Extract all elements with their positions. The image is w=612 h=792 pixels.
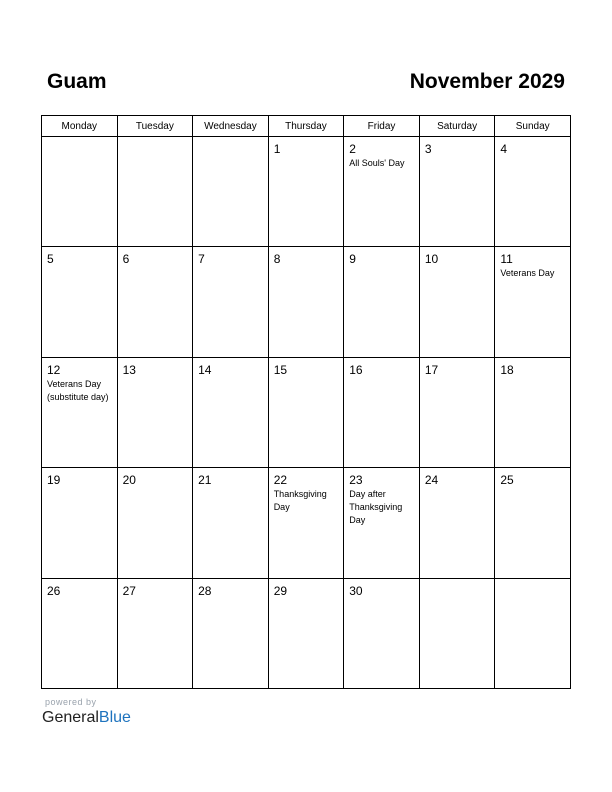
day-cell	[117, 468, 193, 578]
weekday-header: Tuesday	[117, 116, 193, 137]
day-cell	[344, 137, 420, 247]
day-cell	[268, 247, 344, 357]
day-number: 13	[122, 362, 136, 377]
day-cell	[117, 137, 193, 247]
week-row	[42, 468, 571, 578]
day-number: 8	[273, 252, 281, 267]
day-number: 29	[273, 583, 288, 598]
day-number: 28	[198, 583, 212, 598]
day-cell	[419, 137, 495, 247]
day-number: 17	[424, 362, 439, 377]
day-cell	[193, 357, 269, 467]
day-cell	[117, 578, 193, 688]
day-number: 22	[273, 473, 288, 488]
day-cell	[419, 247, 495, 357]
weekday-header: Sunday	[495, 116, 571, 137]
day-number: 24	[424, 473, 439, 488]
week-row	[42, 578, 571, 688]
day-cell	[42, 137, 118, 247]
holiday-label: Veterans Day (substitute day)	[47, 378, 109, 402]
day-cell	[42, 578, 118, 688]
day-number: 9	[349, 252, 356, 267]
day-number: 7	[198, 252, 205, 267]
day-number: 19	[47, 473, 61, 488]
powered-by-text: powered by	[45, 697, 97, 707]
day-cell	[495, 578, 571, 688]
day-number: 14	[198, 362, 212, 377]
day-cell	[344, 468, 420, 578]
week-row	[42, 357, 571, 467]
day-cell	[419, 357, 495, 467]
day-number: 26	[47, 583, 61, 598]
day-cell	[268, 137, 344, 247]
day-cell	[193, 468, 269, 578]
day-cell	[42, 357, 118, 467]
weekday-header: Thursday	[268, 116, 344, 137]
generalblue-logo[interactable]	[42, 709, 131, 727]
day-number: 1	[273, 142, 281, 156]
day-number: 4	[500, 142, 508, 156]
day-cell	[117, 357, 193, 467]
day-cell	[495, 137, 571, 247]
country-title: Guam	[47, 70, 107, 93]
logo-text-general: General	[42, 709, 99, 726]
day-cell	[42, 468, 118, 578]
day-number: 25	[500, 473, 514, 488]
day-cell	[268, 357, 344, 467]
day-cell	[495, 357, 571, 467]
day-cell	[419, 578, 495, 688]
day-number: 2	[349, 142, 356, 156]
day-number: 15	[273, 362, 288, 377]
holiday-label: Thanksgiving Day	[273, 489, 327, 513]
day-cell	[193, 578, 269, 688]
day-number: 10	[424, 252, 439, 267]
day-cell	[117, 247, 193, 357]
weekday-header-row	[42, 116, 571, 137]
weekday-header: Friday	[344, 116, 420, 137]
holiday-label: Day after Thanksgiving Day	[349, 489, 403, 526]
day-cell	[193, 137, 269, 247]
calendar-grid	[41, 115, 571, 689]
day-number: 16	[349, 362, 363, 377]
day-cell	[42, 247, 118, 357]
day-number: 23	[349, 473, 363, 488]
month-year-title: November 2029	[409, 70, 565, 93]
day-number: 30	[349, 583, 363, 598]
day-cell	[495, 468, 571, 578]
day-number: 6	[122, 252, 130, 267]
day-cell	[344, 247, 420, 357]
weekday-header: Wednesday	[193, 116, 269, 137]
day-number: 11	[500, 252, 513, 267]
day-cell	[268, 468, 344, 578]
day-number: 21	[198, 473, 212, 488]
day-number: 20	[122, 473, 136, 488]
day-cell	[344, 578, 420, 688]
holiday-label: Veterans Day	[500, 268, 555, 279]
day-cell	[344, 357, 420, 467]
weekday-header: Saturday	[419, 116, 495, 137]
day-number: 3	[424, 142, 432, 156]
day-cell	[495, 247, 571, 357]
day-number: 5	[47, 252, 54, 267]
week-row	[42, 247, 571, 357]
day-number: 12	[47, 362, 61, 377]
weekday-header: Monday	[42, 116, 118, 137]
day-cell	[268, 578, 344, 688]
day-number: 27	[122, 583, 136, 598]
holiday-label: All Souls' Day	[349, 158, 405, 168]
logo-text-blue: Blue	[98, 709, 131, 726]
day-number: 18	[500, 362, 514, 377]
week-row	[42, 137, 571, 247]
day-cell	[419, 468, 495, 578]
day-cell	[193, 247, 269, 357]
